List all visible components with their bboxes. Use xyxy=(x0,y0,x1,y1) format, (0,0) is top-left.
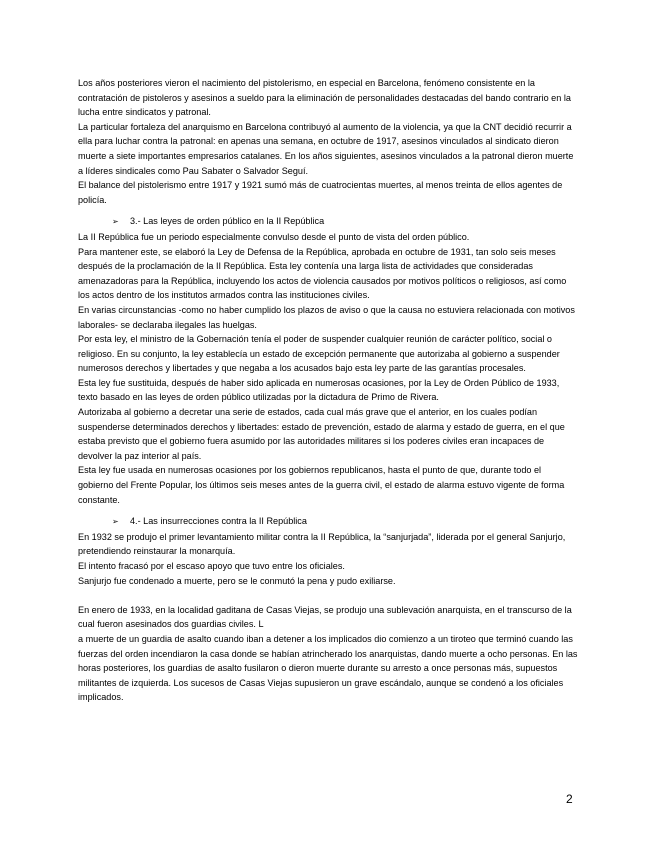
intro-paragraph-1: Los años posteriores vieron el nacimiento del pistolerismo, en especial en Barcelona, fenómeno consistente en la contratación de pistoleros y asesinos a sueldo para la eliminación de personalidades destacadas del bando contrario en la lucha entre sindicatos y patronal. xyxy=(78,78,571,118)
section-4-paragraph-2: El intento fracasó por el escaso apoyo que tuvo entre los oficiales. xyxy=(78,561,345,571)
section-3-title: 3.- Las leyes de orden público en la II República xyxy=(130,216,325,227)
arrow-bullet-icon: ➢ xyxy=(112,517,119,527)
section-3-paragraph-7: Esta ley fue usada en numerosas ocasiones por los gobiernos republicanos, hasta el punto de que, durante todo el gobierno del Frente Popular, los últimos seis meses antes de la guerra civil, el estado de alarma estuvo vigente de forma constante. xyxy=(78,465,565,505)
intro-paragraph-3: El balance del pistolerismo entre 1917 y 1921 sumó más de cuatrocientas muertes, al menos treinta de ellos agentes de policía. xyxy=(78,180,563,205)
section-4-heading xyxy=(78,514,578,530)
section-3-heading xyxy=(78,214,578,230)
section-4-paragraph-4: En enero de 1933, en la localidad gaditana de Casas Viejas, se produjo una sublevación anarquista, en el transcurso de la cual fueron asesinados dos guardias civiles. L xyxy=(78,604,572,630)
section-3-paragraph-3: En varias circunstancias -como no haber cumplido los plazos de aviso o que la causa no estuviera relacionada con motivos laborales- se declaraba ilegales las huelgas. xyxy=(78,304,575,330)
intro-paragraph-2: La particular fortaleza del anarquismo en Barcelona contribuyó al aumento de la violencia, ya que la CNT decidió recurrir a ella para luchar contra la patronal: en apenas una semana, en octubre de 1917, asesinos vinculados al sindicato dieron muerte a siete importantes empresarios catalanes. En los años siguientes, asesinos vinculados a la patronal dieron muerte a líderes sindicales como Pau Sabater o Salvador Seguí. xyxy=(78,121,574,176)
section-3-paragraph-4: Por esta ley, el ministro de la Gobernación tenía el poder de suspender cualquier reunión de carácter político, social o religioso. En su conjunto, la ley establecía un estado de excepción permanente que autorizaba al gobierno a suspender numerosos derechos y libertades y que negaba a los acusados bajo esta ley parte de las garantías procesales. xyxy=(78,334,560,374)
body-text xyxy=(78,76,578,705)
arrow-bullet-icon: ➢ xyxy=(112,217,119,227)
section-3-paragraph-1: La II República fue un periodo especialmente convulso desde el punto de vista del orden público. xyxy=(78,231,470,242)
section-4-paragraph-1: En 1932 se produjo el primer levantamiento militar contra la II República, la “sanjurjada”, liderada por el general Sanjurjo, pretendiendo reinstaurar la monarquía. xyxy=(78,531,566,557)
section-4-paragraph-5: a muerte de un guardia de asalto cuando iban a detener a los implicados dio comienzo a un tiroteo que terminó cuando las fuerzas del orden incendiaron la casa donde se habían atrincherado los anarquistas, dando muerte a ocho personas. En las horas posteriores, los guardias de asalto fusilaron o dieron muerte durante su arresto a once personas más, supuestos militantes de izquierda. Los sucesos de Casas Viejas supusieron un grave escándalo, aunque se condenó a los oficiales implicados. xyxy=(78,633,578,703)
section-4-title: 4.- Las insurrecciones contra la II República xyxy=(130,516,307,527)
section-3-paragraph-6: Autorizaba al gobierno a decretar una serie de estados, cada cual más grave que el anterior, en los cuales podían suspenderse determinados derechos y libertades: estado de prevención, estado de alarma y estado de guerra, en el que estaba previsto que el gobierno fuera asumido por las autoridades militares si los poderes civiles eran incapaces de devolver la paz interior al país. xyxy=(78,407,565,461)
section-3-paragraph-2: Para mantener este, se elaboró la Ley de Defensa de la República, aprobada en octubre de 1931, tan solo seis meses después de la proclamación de la II República. Esta ley contenía una larga lista de actividades que consideradas amenazadoras para la República, incluyendo los actos de violencia causados por motivos políticos o religiosos, así como los actos dentro de los institutos armados contra las instituciones civiles. xyxy=(78,246,567,301)
section-3-paragraph-5: Esta ley fue sustituida, después de haber sido aplicada en numerosas ocasiones, por la Ley de Orden Público de 1933, texto basado en las leyes de orden público utilizadas por la dictadura de Primo de Rivera. xyxy=(78,377,560,403)
page-number: 2 xyxy=(566,792,573,806)
section-4-paragraph-3: Sanjurjo fue condenado a muerte, pero se le conmutó la pena y pudo exiliarse. xyxy=(78,575,396,586)
